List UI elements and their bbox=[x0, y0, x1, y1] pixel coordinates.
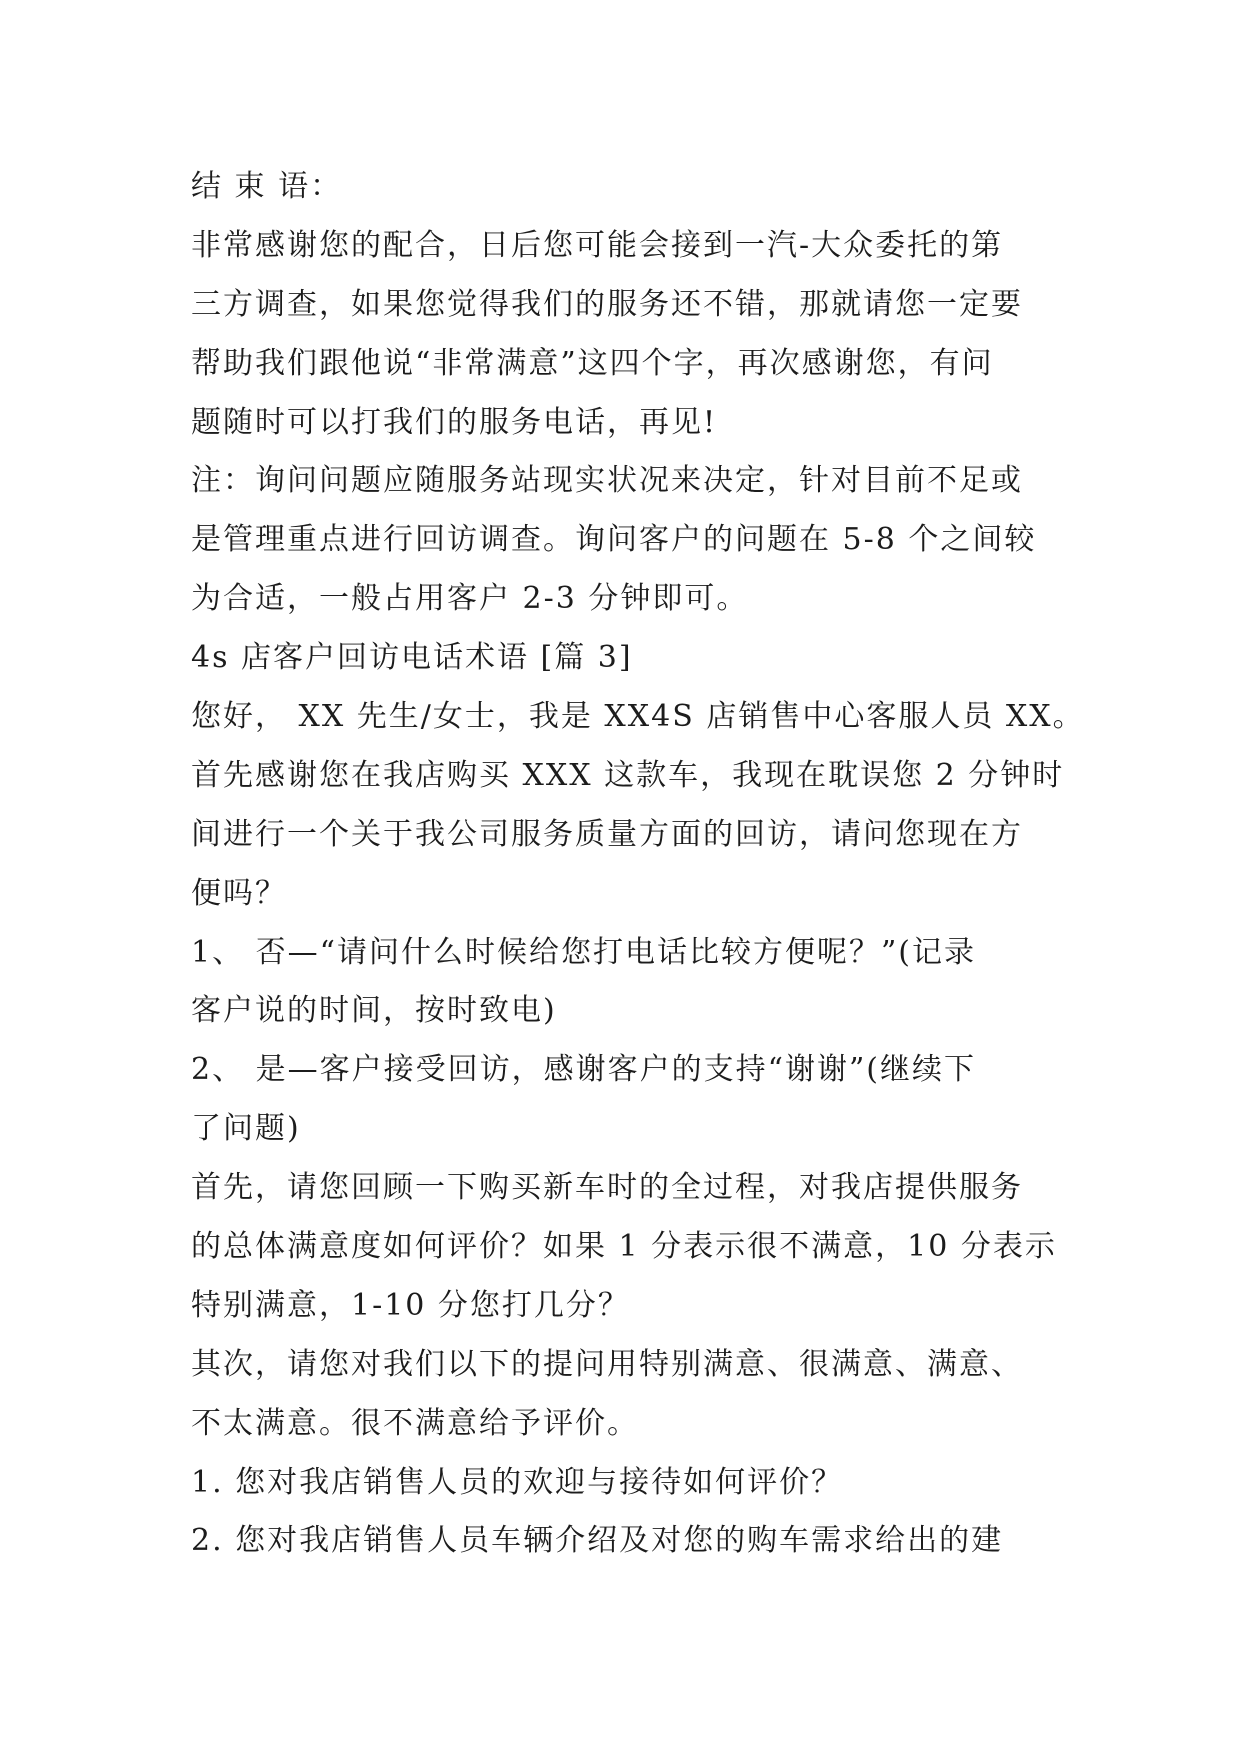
text-line: 非常感谢您的配合，日后您可能会接到一汽-大众委托的第 bbox=[191, 227, 1004, 263]
document-page bbox=[191, 158, 1085, 1571]
closing-heading: 结 束 语： bbox=[191, 169, 343, 204]
list-item: 2、 是—客户接受回访，感谢客户的支持“谢谢”(继续下 bbox=[191, 1052, 977, 1088]
note-line: 是管理重点进行回访调查。询问客户的问题在 5-8 个之间较 bbox=[191, 522, 1037, 558]
question-item: 1. 您对我店销售人员的欢迎与接待如何评价？ bbox=[191, 1464, 844, 1500]
text-line: 的总体满意度如何评价？如果 1 分表示很不满意，10 分表示 bbox=[191, 1229, 1057, 1265]
text-line: 三方调查，如果您觉得我们的服务还不错，那就请您一定要 bbox=[191, 286, 1023, 322]
note-line: 为合适，一般占用客户 2-3 分钟即可。 bbox=[191, 581, 749, 617]
question-item: 2. 您对我店销售人员车辆介绍及对您的购车需求给出的建 bbox=[191, 1523, 1004, 1559]
text-line: 帮助我们跟他说“非常满意”这四个字，再次感谢您，有问 bbox=[191, 345, 994, 381]
text-line: 间进行一个关于我公司服务质量方面的回访，请问您现在方 bbox=[191, 816, 1023, 852]
text-line: 便吗？ bbox=[191, 875, 287, 911]
text-line: 题随时可以打我们的服务电话，再见! bbox=[191, 404, 718, 440]
text-line: 特别满意，1-10 分您打几分？ bbox=[191, 1287, 630, 1323]
text-line: 您好， XX 先生/女士，我是 XX4S 店销售中心客服人员 XX。 bbox=[191, 699, 1085, 735]
note-line: 注：询问问题应随服务站现实状况来决定，针对目前不足或 bbox=[191, 463, 1023, 499]
list-item-continuation: 客户说的时间，按时致电) bbox=[191, 993, 557, 1029]
text-line: 不太满意。很不满意给予评价。 bbox=[191, 1405, 639, 1441]
text-line: 其次，请您对我们以下的提问用特别满意、很满意、满意、 bbox=[191, 1346, 1023, 1382]
text-line: 首先，请您回顾一下购买新车时的全过程，对我店提供服务 bbox=[191, 1170, 1023, 1206]
text-line: 首先感谢您在我店购买 XXX 这款车，我现在耽误您 2 分钟时 bbox=[191, 757, 1065, 793]
list-item: 1、 否—“请问什么时候给您打电话比较方便呢？”(记录 bbox=[191, 934, 977, 970]
section-title: 4s 店客户回访电话术语 [篇 3] bbox=[191, 640, 633, 676]
list-item-continuation: 了问题) bbox=[191, 1111, 301, 1147]
